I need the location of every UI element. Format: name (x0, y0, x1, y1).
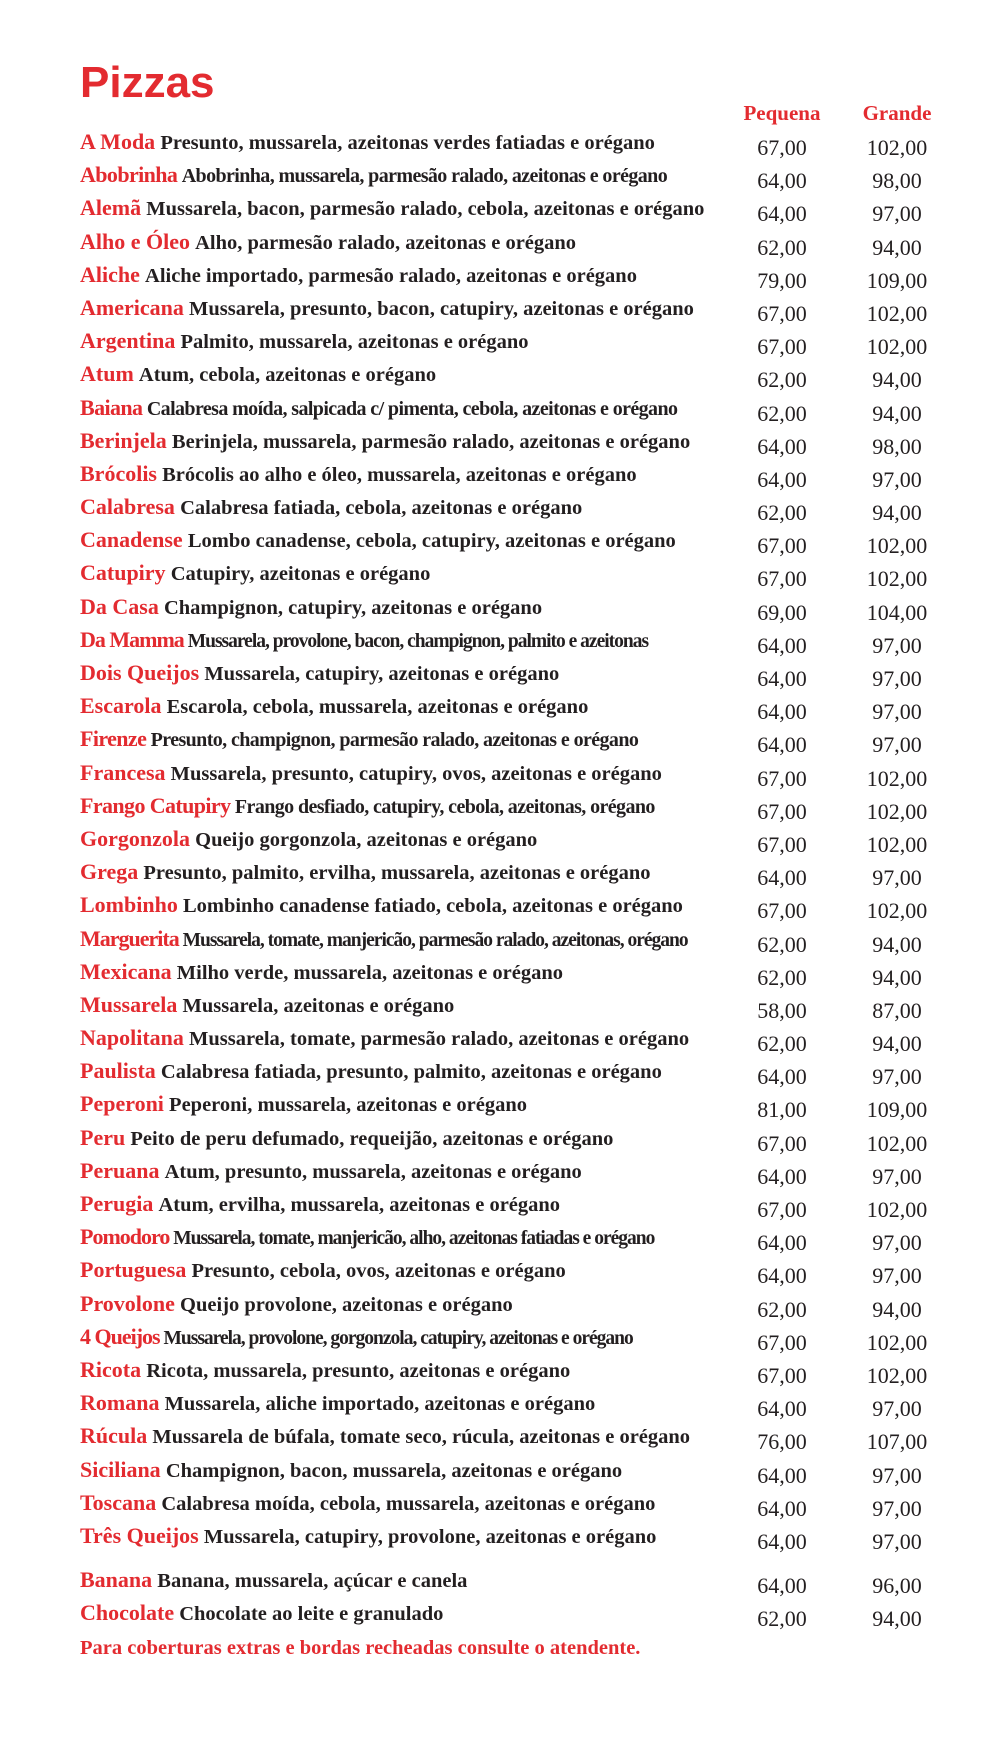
menu-item-text (80, 1223, 740, 1253)
price-grande: 104,00 (866, 599, 928, 625)
price-pequena: 58,00 (757, 997, 807, 1023)
menu-item-name: Três Queijos (80, 1522, 199, 1548)
menu-item-name: Berinjela (80, 427, 167, 453)
menu-item (80, 825, 960, 858)
price-grande: 98,00 (872, 168, 922, 194)
menu-item-description: Aliche importado, parmesão ralado, azeitonas e orégano (145, 264, 637, 287)
page-title: Pizzas (80, 58, 215, 107)
menu-item (80, 394, 960, 427)
menu-item-description: Mussarela, presunto, bacon, catupiry, azeitonas e orégano (188, 297, 694, 320)
price-grande: 97,00 (872, 632, 922, 658)
price-pequena: 67,00 (757, 1329, 807, 1355)
price-grande: 102,00 (866, 533, 928, 559)
menu-item-text (80, 427, 740, 456)
menu-item-name: Peru (80, 1124, 126, 1150)
menu-item-name: Ricota (80, 1356, 142, 1382)
menu-item-name: Perugia (80, 1191, 154, 1216)
menu-item-name: Alemã (80, 195, 142, 221)
menu-item-description: Frango desfiado, catupiry, cebola, azeitonas, orégano (234, 795, 655, 818)
price-grande: 102,00 (866, 1130, 928, 1156)
menu-item-description: Abobrinha, mussarela, parmesão ralado, azeitonas e orégano (181, 165, 668, 188)
menu-item-name: Toscana (80, 1489, 157, 1515)
menu-item-name: Mexicana (80, 958, 172, 984)
price-pequena: 67,00 (757, 1130, 807, 1156)
price-grande: 102,00 (866, 300, 928, 326)
price-pequena: 67,00 (757, 898, 807, 924)
price-grande: 94,00 (872, 234, 922, 260)
menu-item-text (80, 1256, 740, 1285)
menu-item-name: Francesa (80, 759, 166, 785)
column-header-pequena: Pequena (743, 101, 821, 125)
price-pequena: 64,00 (757, 699, 807, 725)
price-pequena: 64,00 (757, 201, 807, 227)
menu-item-description: Peperoni, mussarela, azeitonas e orégano (169, 1094, 527, 1117)
price-pequena: 69,00 (757, 599, 807, 625)
menu-item-name: Napolitana (80, 1025, 184, 1051)
menu-item-description: Mussarela, bacon, parmesão ralado, cebola, azeitonas e orégano (146, 198, 705, 221)
menu-item-description: Mussarela, tomate, manjericão, parmesão ralado, azeitonas, orégano (182, 929, 688, 951)
menu-item-text (80, 327, 740, 356)
price-pequena: 67,00 (757, 831, 807, 857)
menu-item-description: Atum, cebola, azeitonas e orégano (138, 364, 437, 387)
menu-item-text (80, 792, 740, 821)
menu-item (80, 858, 960, 891)
price-grande: 97,00 (872, 466, 922, 492)
price-pequena: 64,00 (757, 1263, 807, 1289)
footer-note: Para coberturas extras e bordas recheadas consulte o atendente. (80, 1637, 641, 1659)
menu-item-description: Calabresa fatiada, cebola, azeitonas e orégano (180, 497, 583, 520)
menu-item-name: Paulista (80, 1058, 156, 1084)
price-pequena: 81,00 (757, 1097, 807, 1123)
menu-item-description: Calabresa moída, salpicada c/ pimenta, cebola, azeitonas e orégano (146, 397, 678, 420)
price-pequena: 64,00 (757, 865, 807, 891)
menu-item-name: Argentina (80, 328, 176, 354)
menu-item-description: Banana, mussarela, açúcar e canela (157, 1570, 468, 1593)
menu-item-description: Mussarela, presunto, catupiry, ovos, azeitonas e orégano (170, 762, 662, 785)
menu-item (80, 958, 960, 991)
menu-item (80, 1389, 960, 1422)
menu-item-name: Atum (80, 361, 134, 387)
price-pequena: 67,00 (757, 1362, 807, 1388)
menu-item (80, 427, 960, 460)
menu-item-name: Da Casa (80, 593, 159, 619)
menu-item (80, 1456, 960, 1489)
price-pequena: 64,00 (757, 1163, 807, 1189)
menu-item-description: Champignon, catupiry, azeitonas e orégano (163, 596, 543, 619)
menu-item-name: Portuguesa (80, 1257, 187, 1283)
menu-item (80, 1599, 960, 1632)
menu-item (80, 1124, 960, 1157)
menu-item-name: Alho e Óleo (80, 228, 190, 254)
menu-item (80, 493, 960, 526)
menu-item-text (80, 559, 740, 588)
price-grande: 102,00 (866, 765, 928, 791)
menu-item (80, 925, 960, 958)
menu-item-text (80, 1456, 740, 1485)
menu-item (80, 626, 960, 659)
price-grande: 97,00 (872, 1163, 922, 1189)
menu-item (80, 891, 960, 924)
menu-item-text (80, 692, 740, 721)
menu-item-text (80, 1356, 740, 1385)
menu-item-text (80, 925, 740, 955)
price-pequena: 64,00 (757, 1396, 807, 1422)
menu-item-text (80, 725, 740, 754)
menu-item (80, 1090, 960, 1123)
menu-item-text (80, 394, 740, 423)
price-grande: 94,00 (872, 367, 922, 393)
menu-item-name: Chocolate (80, 1600, 175, 1626)
menu-item (80, 1566, 960, 1599)
menu-item-description: Atum, presunto, mussarela, azeitonas e orégano (164, 1160, 582, 1183)
price-pequena: 64,00 (757, 1064, 807, 1090)
price-grande: 98,00 (872, 433, 922, 459)
price-grande: 97,00 (872, 699, 922, 725)
price-grande: 97,00 (872, 1528, 922, 1554)
price-pequena: 67,00 (757, 798, 807, 824)
menu-item-text (80, 128, 740, 157)
menu-item-description: Queijo gorgonzola, azeitonas e orégano (195, 828, 538, 851)
menu-item-text (80, 991, 740, 1020)
menu-item-text (80, 294, 740, 323)
menu-item-description: Ricota, mussarela, presunto, azeitonas e orégano (146, 1359, 571, 1382)
menu-item-text (80, 759, 740, 788)
price-grande: 102,00 (866, 1197, 928, 1222)
price-grande: 102,00 (866, 831, 928, 857)
menu-item-name: Americana (80, 294, 184, 320)
price-pequena: 67,00 (757, 533, 807, 559)
menu-item (80, 1489, 960, 1522)
menu-item-text (80, 1190, 740, 1219)
menu-item-description: Brócolis ao alho e óleo, mussarela, azeitonas e orégano (162, 463, 637, 486)
price-grande: 102,00 (866, 334, 928, 360)
price-grande: 94,00 (872, 1296, 922, 1322)
price-pequena: 62,00 (757, 1296, 807, 1322)
menu-item-name: Aliche (80, 261, 140, 287)
menu-item-text (80, 161, 740, 190)
menu-item-text (80, 1422, 740, 1451)
price-grande: 109,00 (866, 267, 928, 293)
price-grande: 97,00 (872, 732, 922, 758)
price-grande: 94,00 (872, 1031, 922, 1057)
menu-item-text (80, 659, 740, 688)
menu-item-text (80, 1489, 740, 1518)
menu-item-name: Frango Catupiry (80, 792, 231, 818)
price-grande: 107,00 (866, 1429, 928, 1455)
menu-item-description: Berinjela, mussarela, parmesão ralado, azeitonas e orégano (171, 430, 691, 453)
menu-item (80, 1522, 960, 1555)
price-grande: 97,00 (872, 1230, 922, 1256)
menu-item (80, 194, 960, 227)
menu-item-text (80, 1566, 740, 1595)
price-grande: 97,00 (872, 666, 922, 691)
price-grande: 97,00 (872, 1462, 922, 1488)
menu-item-text (80, 1024, 740, 1053)
menu-item-description: Alho, parmesão ralado, azeitonas e orégano (195, 231, 577, 254)
menu-item-description: Presunto, champignon, parmesão ralado, azeitonas e orégano (150, 729, 639, 752)
menu-item (80, 1323, 960, 1356)
menu-item (80, 526, 960, 559)
menu-item-text (80, 1124, 740, 1153)
price-grande: 94,00 (872, 964, 922, 990)
menu-item-name: Rúcula (80, 1423, 148, 1449)
menu-item-name: Marguerita (80, 925, 179, 951)
menu-item-name: Provolone (80, 1290, 175, 1316)
price-grande: 102,00 (866, 566, 928, 592)
menu-item-text (80, 360, 740, 389)
price-grande: 97,00 (872, 1396, 922, 1422)
menu-item-name: Gorgonzola (80, 825, 190, 851)
menu-item-name: Peruana (80, 1157, 160, 1183)
menu-item-name: Mussarela (80, 991, 178, 1017)
menu-item (80, 1024, 960, 1057)
price-grande: 97,00 (872, 201, 922, 227)
menu-item-name: Banana (80, 1567, 153, 1593)
menu-item-name: Catupiry (80, 560, 166, 586)
menu-item-text (80, 1057, 740, 1086)
menu-item-name: Da Mamma (80, 626, 184, 652)
menu-item-description: Champignon, bacon, mussarela, azeitonas e orégano (165, 1459, 623, 1482)
menu-item (80, 360, 960, 393)
menu-item-description: Mussarela, azeitonas e orégano (182, 994, 455, 1017)
menu-item-description: Mussarela, tomate, parmesão ralado, azeitonas e orégano (189, 1028, 690, 1051)
price-pequena: 64,00 (757, 666, 807, 691)
menu-item-description: Mussarela, provolone, gorgonzola, catupiry, azeitonas e orégano (163, 1327, 633, 1349)
menu-item (80, 327, 960, 360)
menu-item-text (80, 1522, 740, 1551)
menu-item-name: Brócolis (80, 460, 157, 486)
price-pequena: 79,00 (757, 267, 807, 293)
column-header-grande: Grande (862, 101, 932, 125)
menu-item (80, 659, 960, 692)
price-pequena: 62,00 (757, 367, 807, 393)
menu-item (80, 759, 960, 792)
price-pequena: 67,00 (757, 566, 807, 592)
menu-item-name: A Moda (80, 129, 156, 154)
price-pequena: 62,00 (757, 234, 807, 260)
price-pequena: 64,00 (757, 1230, 807, 1256)
price-grande: 87,00 (872, 997, 922, 1023)
menu-item-description: Lombinho canadense fatiado, cebola, azeitonas e orégano (182, 895, 683, 918)
price-pequena: 67,00 (757, 135, 807, 160)
price-pequena: 64,00 (757, 168, 807, 194)
menu-item-name: 4 Queijos (80, 1323, 160, 1349)
menu-item-text (80, 1389, 740, 1418)
price-grande: 94,00 (872, 400, 922, 426)
menu-item-text (80, 526, 740, 555)
menu-item-name: Grega (80, 859, 139, 885)
menu-item (80, 1422, 960, 1455)
menu-item-text (80, 1323, 740, 1353)
menu-item-text (80, 958, 740, 987)
menu-item (80, 161, 960, 194)
menu-item (80, 128, 960, 161)
price-pequena: 64,00 (757, 732, 807, 758)
menu-item (80, 261, 960, 294)
menu-item-description: Mussarela, aliche importado, azeitonas e orégano (164, 1393, 596, 1416)
menu-item-description: Escarola, cebola, mussarela, azeitonas e orégano (166, 696, 589, 719)
price-pequena: 64,00 (757, 1573, 807, 1599)
price-pequena: 64,00 (757, 466, 807, 492)
price-grande: 94,00 (872, 500, 922, 526)
price-grande: 102,00 (866, 798, 928, 824)
menu-item-description: Chocolate ao leite e granulado (179, 1603, 444, 1626)
menu-item-description: Mussarela, catupiry, azeitonas e orégano (204, 663, 560, 685)
price-pequena: 67,00 (757, 1197, 807, 1222)
menu-item-text (80, 1290, 740, 1319)
menu-item-text (80, 194, 740, 223)
menu-item-name: Pomodoro (80, 1224, 170, 1250)
menu-item-text (80, 228, 740, 257)
price-pequena: 67,00 (757, 300, 807, 326)
menu-item-description: Presunto, cebola, ovos, azeitonas e orégano (191, 1260, 566, 1283)
menu-item-name: Romana (80, 1390, 160, 1416)
menu-item-text (80, 1090, 740, 1119)
menu-item (80, 792, 960, 825)
menu-list (80, 128, 960, 1632)
price-pequena: 76,00 (757, 1429, 807, 1455)
price-grande: 94,00 (872, 931, 922, 957)
menu-item-description: Mussarela, catupiry, provolone, azeitonas e orégano (203, 1525, 657, 1548)
menu-item-description: Mussarela de búfala, tomate seco, rúcula, azeitonas e orégano (152, 1426, 691, 1449)
price-grande: 94,00 (872, 1606, 922, 1632)
menu-item (80, 1290, 960, 1323)
price-pequena: 62,00 (757, 1031, 807, 1057)
menu-item-description: Calabresa moída, cebola, mussarela, azeitonas e orégano (161, 1492, 656, 1515)
menu-item (80, 1356, 960, 1389)
price-grande: 97,00 (872, 1064, 922, 1090)
menu-item-description: Mussarela, provolone, bacon, champignon, palmito e azeitonas (187, 630, 649, 652)
price-pequena: 62,00 (757, 500, 807, 526)
menu-item (80, 1223, 960, 1256)
menu-item-description: Atum, ervilha, mussarela, azeitonas e orégano (158, 1194, 561, 1216)
menu-item-name: Calabresa (80, 494, 175, 520)
menu-item (80, 460, 960, 493)
menu-item (80, 593, 960, 626)
price-grande: 102,00 (866, 898, 928, 924)
menu-item-name: Baiana (80, 394, 143, 420)
price-pequena: 67,00 (757, 765, 807, 791)
menu-item-name: Canadense (80, 527, 183, 553)
price-pequena: 64,00 (757, 433, 807, 459)
menu-item-name: Escarola (80, 693, 162, 719)
menu-item-name: Siciliana (80, 1456, 161, 1482)
menu-item-text (80, 626, 740, 656)
price-grande: 97,00 (872, 865, 922, 891)
menu-item (80, 991, 960, 1024)
menu-item-name: Lombinho (80, 892, 178, 918)
menu-item-description: Calabresa fatiada, presunto, palmito, azeitonas e orégano (160, 1061, 662, 1084)
menu-item (80, 725, 960, 758)
menu-item-description: Lombo canadense, cebola, catupiry, azeitonas e orégano (187, 530, 676, 553)
menu-item-description: Queijo provolone, azeitonas e orégano (180, 1293, 513, 1316)
menu-item-text (80, 493, 740, 522)
menu-item-text (80, 460, 740, 489)
price-grande: 97,00 (872, 1495, 922, 1521)
price-grande: 109,00 (866, 1097, 928, 1123)
menu-item-text (80, 858, 740, 887)
price-grande: 102,00 (866, 1362, 928, 1388)
menu-item-name: Peperoni (80, 1091, 164, 1117)
price-grande: 96,00 (872, 1573, 922, 1599)
price-grande: 102,00 (866, 1329, 928, 1355)
menu-item-name: Firenze (80, 726, 147, 752)
price-pequena: 62,00 (757, 964, 807, 990)
menu-item (80, 1256, 960, 1289)
menu-item (80, 294, 960, 327)
price-pequena: 67,00 (757, 334, 807, 360)
menu-item (80, 1157, 960, 1190)
menu-item-description: Presunto, palmito, ervilha, mussarela, azeitonas e orégano (143, 862, 651, 885)
price-pequena: 64,00 (757, 1495, 807, 1521)
price-pequena: 62,00 (757, 400, 807, 426)
menu-item (80, 1190, 960, 1223)
menu-item (80, 228, 960, 261)
menu-item-name: Dois Queijos (80, 660, 200, 685)
menu-item (80, 559, 960, 592)
menu-item-text (80, 1157, 740, 1186)
menu-item-description: Milho verde, mussarela, azeitonas e orégano (176, 961, 563, 984)
menu-item-text (80, 1599, 740, 1628)
menu-item-description: Mussarela, tomate, manjericão, alho, azeitonas fatiadas e orégano (173, 1228, 655, 1250)
menu-item-name: Abobrinha (80, 162, 178, 188)
price-pequena: 62,00 (757, 931, 807, 957)
price-pequena: 62,00 (757, 1606, 807, 1632)
menu-item-text (80, 825, 740, 854)
menu-item-text (80, 891, 740, 920)
price-pequena: 64,00 (757, 1528, 807, 1554)
menu-item (80, 692, 960, 725)
menu-item-description: Presunto, mussarela, azeitonas verdes fatiadas e orégano (160, 132, 655, 154)
menu-item-description: Palmito, mussarela, azeitonas e orégano (180, 331, 529, 354)
menu-item-text (80, 593, 740, 622)
menu-item-description: Peito de peru defumado, requeijão, azeitonas e orégano (130, 1127, 614, 1150)
menu-item (80, 1057, 960, 1090)
menu-item-description: Catupiry, azeitonas e orégano (170, 563, 431, 586)
price-grande: 102,00 (866, 135, 928, 160)
price-grande: 97,00 (872, 1263, 922, 1289)
price-pequena: 64,00 (757, 632, 807, 658)
menu-item-text (80, 261, 740, 290)
price-pequena: 64,00 (757, 1462, 807, 1488)
